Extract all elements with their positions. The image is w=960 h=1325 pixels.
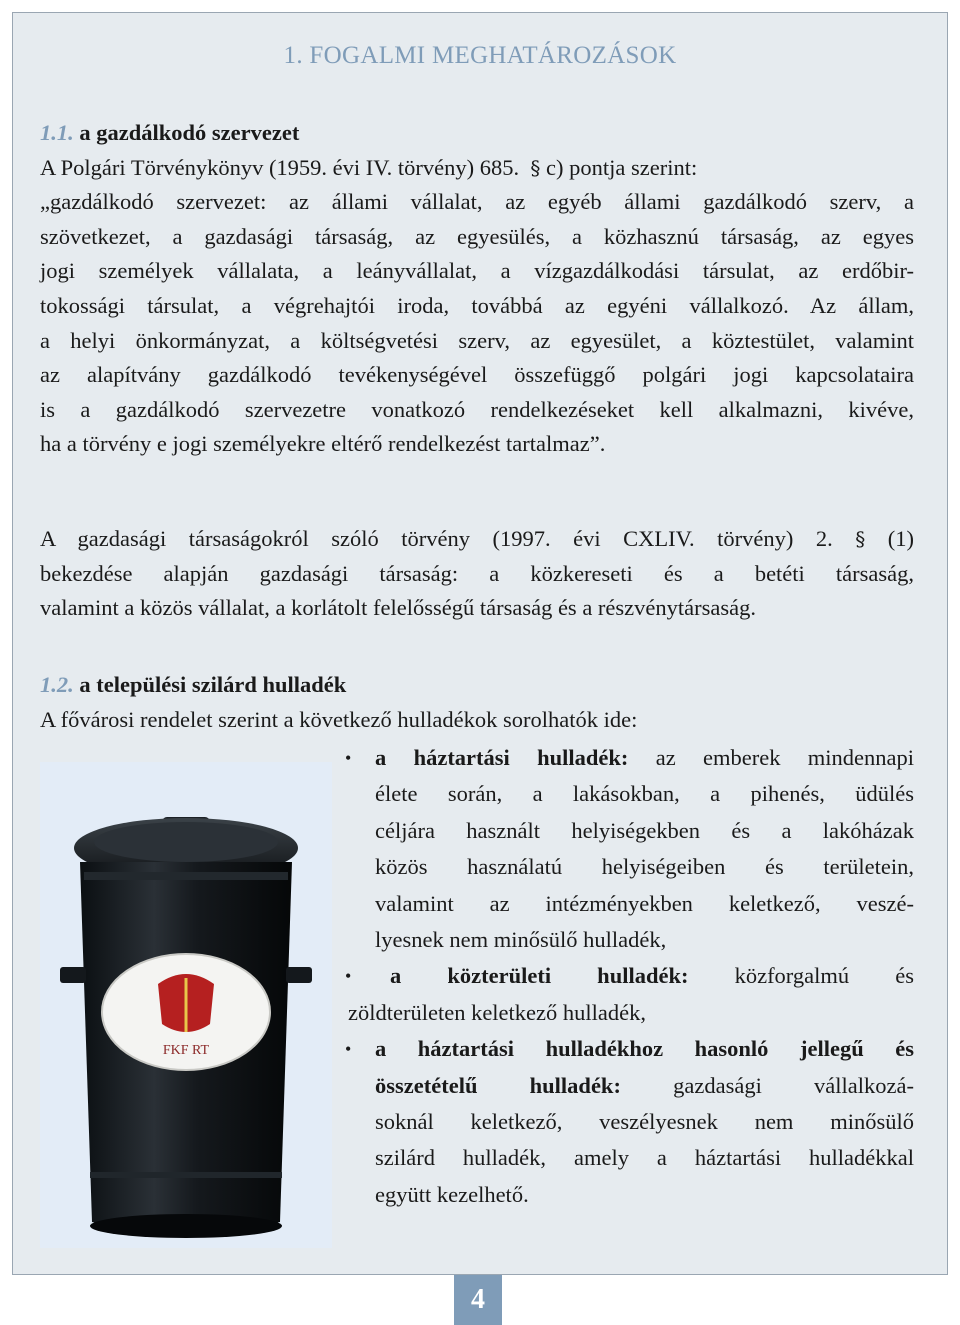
paragraph-line: ha a törvény e jogi személyekre eltérő rendelkezést tartalmaz”. <box>40 431 606 457</box>
paragraph-line: az alapítvány gazdálkodó tevékenységével összefüggő polgári jogi kapcsolataira <box>40 362 914 388</box>
paragraph-line: A Polgári Törvénykönyv (1959. évi IV. törvény) 685. § c) pontja szerint: <box>40 154 698 180</box>
section-1-1 <box>40 116 914 462</box>
waste-type-list <box>340 740 914 1213</box>
page-number: 4 <box>454 1275 502 1325</box>
bin-rib-shape <box>90 1172 282 1178</box>
list-term: összetételű hulladék: <box>375 1072 621 1098</box>
paragraph-line: tokossági társulat, a végrehajtói iroda, továbbá az egyéni vállalkozó. Az állam, <box>40 292 914 318</box>
section-1-2-header <box>40 668 914 703</box>
section-1-1-header <box>40 116 914 151</box>
bullet-icon: • <box>345 966 352 987</box>
section-intro: A fővárosi rendelet szerint a következő hulladékok sorolhatók ide: <box>40 706 638 732</box>
list-term: a háztartási hulladékhoz hasonló jellegű és <box>375 1036 914 1062</box>
paragraph-line: is a gazdálkodó szervezetre vonatkozó rendelkezéseket kell alkalmazni, kivéve, <box>40 396 914 422</box>
paragraph-line: a helyi önkormányzat, a költségvetési szerv, az egyesület, a köztestület, valamint <box>40 327 914 353</box>
list-item: • a háztartási hulladék: az emberek mindennapi élete során, a lakásokban, a pihenés, üdülés céljára használt helyiségekben és a lakóházak közös használatú helyiségeiben és területein, valamint az intézményekben keletkező, veszé- lyesnek nem minősülő hulladék, <box>340 740 914 958</box>
paragraph-line: A gazdasági társaságokról szóló törvény (1997. évi CXLIV. törvény) 2. § (1) <box>40 526 914 551</box>
bin-rib-shape <box>84 872 288 880</box>
section-sign-icon: § <box>855 527 866 551</box>
paragraph-line: bekezdése alapján gazdasági társaság: a közkereseti és a betéti társaság, <box>40 560 914 586</box>
section-sign-icon: § <box>530 155 541 180</box>
paragraph-line: „gazdálkodó szervezet: az állami vállalat, az egyéb állami gazdálkodó szerv, a <box>40 189 914 215</box>
section-number: 1.1. <box>40 120 74 145</box>
bin-side-handle-shape <box>286 967 312 983</box>
section-title: a gazdálkodó szervezet <box>79 120 300 145</box>
bin-label-text: FKF RT <box>162 1043 210 1058</box>
paragraph-line: valamint a közös vállalat, a korlátolt felelősségű társaság és a részvénytársaság. <box>40 595 756 621</box>
section-title: a települési szilárd hulladék <box>79 672 347 697</box>
list-item: • a közterületi hulladék: közforgalmú és zöldterületen keletkező hulladék, <box>340 958 914 1031</box>
section-number: 1.2. <box>40 672 74 697</box>
paragraph-line: jogi személyek vállalata, a leányvállalat, a vízgazdálkodási társulat, az erdőbir- <box>40 258 914 284</box>
section-1-2 <box>40 668 914 737</box>
waste-bin-photo <box>40 762 332 1248</box>
lid-top-shape <box>94 822 278 862</box>
bullet-icon: • <box>345 748 352 768</box>
section-1-1-paragraph-2 <box>40 522 914 626</box>
bullet-icon: • <box>345 1039 352 1060</box>
paragraph-line: szövetkezet, a gazdasági társaság, az egyesülés, a közhasznú társaság, az egyes <box>40 223 914 249</box>
list-term: a közterületi hulladék: <box>390 963 689 989</box>
list-item: • a háztartási hulladékhoz hasonló jellegű és összetételű hulladék: gazdasági vállalkozá- soknál keletkező, veszélyesnek nem minősülő szilárd hulladék, amely a háztartási hulladékkal együtt kezelhető. <box>340 1031 914 1213</box>
bin-side-handle-shape <box>60 967 86 983</box>
list-term: a háztartási hulladék: <box>375 745 629 770</box>
waste-bin-illustration <box>40 762 332 1248</box>
chapter-heading: 1. FOGALMI MEGHATÁROZÁSOK <box>283 42 677 69</box>
bin-base-shape <box>90 1214 282 1238</box>
